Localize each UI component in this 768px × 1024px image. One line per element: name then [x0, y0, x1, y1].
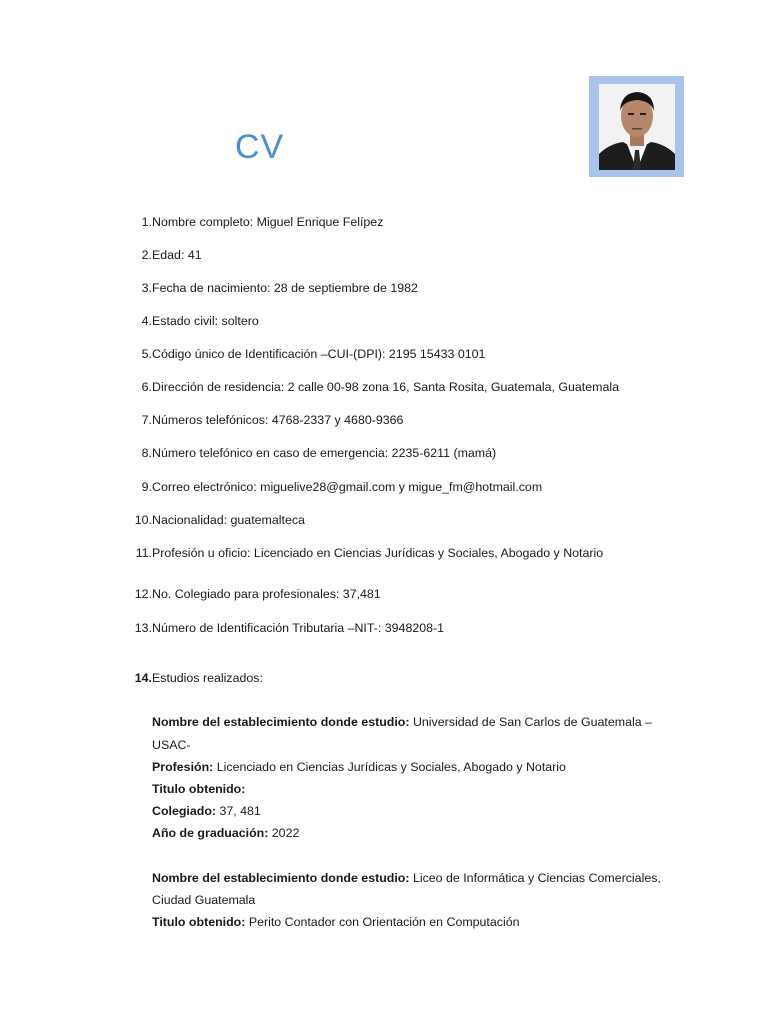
- study-establishment-continued: USAC-: [152, 738, 191, 752]
- study-degree: Titulo obtenido: Perito Contador con Orientación en Computación: [152, 915, 520, 929]
- list-item: 10. Nacionalidad: guatemalteca: [134, 513, 305, 527]
- list-item: 7. Números telefónicos: 4768-2337 y 4680-9366: [141, 413, 404, 427]
- list-item: 11. Profesión u oficio: Licenciado en Ciencias Jurídicas y Sociales, Abogado y Notario: [135, 546, 604, 560]
- study-establishment: Nombre del establecimiento donde estudio: Universidad de San Carlos de Guatemala –: [152, 715, 652, 729]
- study-graduation-year: Año de graduación: 2022: [152, 826, 300, 840]
- list-item: 14. Estudios realizados:: [134, 671, 263, 685]
- profile-photo: [599, 84, 675, 170]
- profile-photo-frame: [589, 76, 684, 177]
- list-item: 6. Dirección de residencia: 2 calle 00-98 zona 16, Santa Rosita, Guatemala, Guatemala: [141, 380, 619, 394]
- list-item: 5. Código único de Identificación –CUI-(DPI): 2195 15433 0101: [141, 347, 486, 361]
- study-profession: Profesión: Licenciado en Ciencias Jurídicas y Sociales, Abogado y Notario: [152, 760, 566, 774]
- list-item: 9. Correo electrónico: miguelive28@gmail.com y migue_fm@hotmail.com: [141, 480, 543, 494]
- portrait-image: [599, 84, 675, 170]
- list-item: 3. Fecha de nacimiento: 28 de septiembre de 1982: [141, 281, 418, 295]
- list-item: 12. No. Colegiado para profesionales: 37,481: [134, 587, 381, 601]
- list-item: 4. Estado civil: soltero: [141, 314, 259, 328]
- list-item: 13. Número de Identificación Tributaria –NIT-: 3948208-1: [134, 621, 445, 635]
- list-item: 8. Número telefónico en caso de emergencia: 2235-6211 (mamá): [141, 446, 497, 460]
- study-registration: Colegiado: 37, 481: [152, 804, 261, 818]
- list-item: 2. Edad: 41: [141, 248, 202, 262]
- study-degree: Titulo obtenido:: [152, 782, 246, 796]
- study-establishment-continued: Ciudad Guatemala: [152, 893, 256, 907]
- page-title: CV: [235, 128, 285, 166]
- study-establishment: Nombre del establecimiento donde estudio: Liceo de Informática y Ciencias Comerciales,: [152, 871, 661, 885]
- list-item: 1. Nombre completo: Miguel Enrique Felípez: [141, 215, 384, 229]
